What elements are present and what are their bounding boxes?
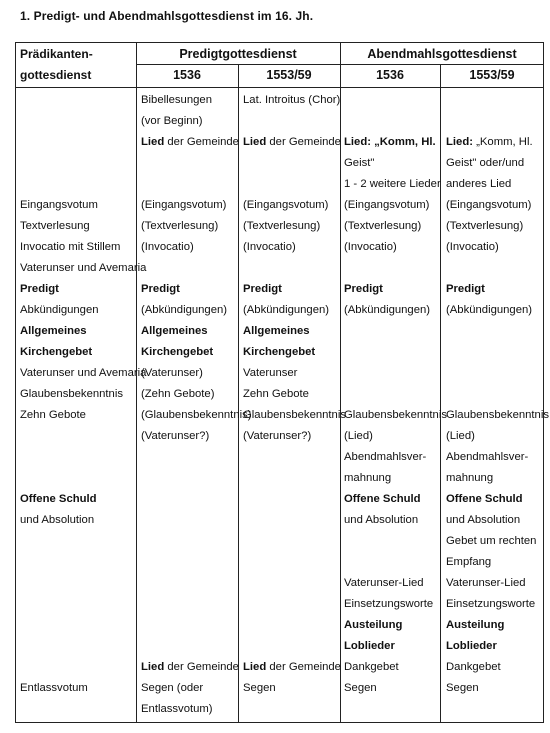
text: (Lied) [344, 430, 373, 442]
table-cell-line [446, 573, 526, 594]
table-cell-line [446, 657, 501, 678]
text: Glaubensbekenntnis [243, 409, 347, 421]
text: Vaterunser-Lied [344, 577, 424, 589]
header-year-1553-predigt: 1553/59 [266, 68, 312, 82]
text: Segen (oder [141, 682, 204, 694]
table-cell-line [344, 468, 391, 489]
table-cell-line [243, 678, 276, 699]
table-cell-line [141, 363, 203, 384]
table-cell-line [141, 678, 203, 699]
table-cell-line [344, 216, 421, 237]
text: Bibellesungen [141, 94, 212, 106]
bold-text: Allgemeines [243, 325, 310, 337]
text: Glaubensbekenntnis [446, 409, 550, 421]
table-cell-line [344, 174, 441, 195]
text: der Gemeinde [266, 661, 341, 673]
bold-text: Kirchengebet [141, 346, 214, 358]
bold-text: Lied [243, 661, 267, 673]
text: Segen [446, 682, 479, 694]
table-cell-line [344, 510, 418, 531]
table-cell-line [344, 636, 395, 657]
table-cell-line [344, 678, 377, 699]
bold-text: Offene Schuld [20, 493, 97, 505]
header-year-1536-abendmahl: 1536 [376, 68, 404, 82]
table-cell-line [20, 216, 90, 237]
text: „Komm, Hl. [476, 136, 533, 148]
table-cell-line [243, 657, 341, 678]
text: Lat. Introitus (Chor) [243, 94, 341, 106]
text: (Vaterunser?) [243, 430, 312, 442]
table-cell-line [141, 699, 213, 720]
text: (Invocatio) [344, 241, 397, 253]
bold-text: Loblieder [446, 640, 497, 652]
table-cell-line [20, 237, 120, 258]
table-cell-line [446, 447, 528, 468]
table-cell-line [344, 657, 399, 678]
table-cell-line [446, 405, 549, 426]
column-divider [440, 64, 441, 723]
table-cell-line [243, 279, 282, 300]
text: (Eingangsvotum) [344, 199, 430, 211]
table-cell-line [20, 384, 123, 405]
text: (Textverlesung) [344, 220, 422, 232]
text: der Gemeinde [164, 661, 239, 673]
table-cell-line [20, 405, 86, 426]
table-cell-line [344, 594, 433, 615]
bold-text: Offene Schuld [344, 493, 421, 505]
text: Dankgebet [446, 661, 501, 673]
text: Einsetzungsworte [446, 598, 536, 610]
header-abendmahlsgottesdienst: Abendmahlsgottesdienst [367, 47, 517, 61]
table-cell-line [446, 552, 491, 573]
table-cell-line [344, 300, 430, 321]
table-cell-line [141, 657, 239, 678]
table-cell-line [446, 615, 504, 636]
text: (vor Beginn) [141, 115, 203, 127]
table-cell-line [20, 258, 146, 279]
table-cell-line [446, 426, 475, 447]
text: Eingangsvotum [20, 199, 98, 211]
table-cell-line [243, 363, 297, 384]
text: und Absolution [20, 514, 95, 526]
text: Textverlesung [20, 220, 90, 232]
table-cell-line [141, 111, 203, 132]
text: Entlassvotum [20, 682, 88, 694]
text: (Eingangsvotum) [141, 199, 227, 211]
header-subdivider [136, 64, 544, 65]
bold-text: Loblieder [344, 640, 395, 652]
table-cell-line [141, 216, 218, 237]
text: (Abkündigungen) [243, 304, 330, 316]
text: Segen [344, 682, 377, 694]
table-cell-line [141, 342, 213, 363]
table-cell-line [20, 489, 97, 510]
text: (Textverlesung) [141, 220, 219, 232]
text: Geist" [344, 157, 375, 169]
text: (Lied) [446, 430, 475, 442]
table-cell-line [446, 195, 531, 216]
text: Entlassvotum) [141, 703, 213, 715]
table-cell-line [243, 195, 328, 216]
text: (Abkündigungen) [141, 304, 228, 316]
table-cell-line [20, 195, 98, 216]
bold-text: Predigt [344, 283, 383, 295]
text: (Eingangsvotum) [243, 199, 329, 211]
text: (Textverlesung) [243, 220, 321, 232]
text: und Absolution [344, 514, 419, 526]
table-cell-line [446, 279, 485, 300]
text: Segen [243, 682, 276, 694]
table-cell-line [243, 132, 341, 153]
table-cell-line [446, 636, 497, 657]
table-cell-line [446, 153, 524, 174]
table-cell-line [141, 300, 227, 321]
text: Zehn Gebote [243, 388, 309, 400]
table-cell-line [243, 342, 315, 363]
text: Abkündigungen [20, 304, 99, 316]
bold-text: Allgemeines [20, 325, 87, 337]
header-year-1536-predigt: 1536 [173, 68, 201, 82]
table-cell-line [20, 300, 99, 321]
text: Vaterunser und Avemaria [20, 262, 147, 274]
page-title: 1. Predigt- und Abendmahlsgottesdienst im 16. Jh. [20, 9, 314, 23]
table-cell-line [141, 237, 194, 258]
table-cell-line [446, 132, 533, 153]
table-cell-line [344, 447, 426, 468]
table-cell-line [141, 405, 252, 426]
header-year-1553-abendmahl: 1553/59 [469, 68, 515, 82]
table-cell-line [141, 321, 208, 342]
text: Dankgebet [344, 661, 399, 673]
bold-text: Kirchengebet [243, 346, 316, 358]
text: (Vaterunser) [141, 367, 203, 379]
table-cell-line [344, 279, 383, 300]
table-cell-line [141, 132, 239, 153]
text: Zehn Gebote [20, 409, 86, 421]
text: Empfang [446, 556, 492, 568]
table-cell-line [446, 510, 520, 531]
table-cell-line [344, 195, 429, 216]
table-cell-line [344, 153, 374, 174]
table-cell-line [243, 405, 346, 426]
header-predigtgottesdienst: Predigtgottesdienst [179, 47, 297, 61]
table-cell-line [20, 510, 94, 531]
text: (Invocatio) [141, 241, 194, 253]
table-cell-line [446, 216, 523, 237]
table-cell-line [20, 363, 146, 384]
table-cell-line [141, 384, 214, 405]
table-cell-line [446, 468, 493, 489]
text: Gebet um rechten [446, 535, 537, 547]
text: (Invocatio) [446, 241, 499, 253]
table-cell-line [141, 279, 180, 300]
text: (Vaterunser?) [141, 430, 210, 442]
bold-text: Offene Schuld [446, 493, 523, 505]
text: Geist" oder/und [446, 157, 525, 169]
table-cell-line [344, 573, 424, 594]
text: Glaubensbekenntnis [20, 388, 124, 400]
text: Vaterunser [243, 367, 298, 379]
text: mahnung [344, 472, 392, 484]
text: der Gemeinde [164, 136, 239, 148]
header-praedikanten-line1: Prädikanten- [20, 47, 93, 61]
text: (Eingangsvotum) [446, 199, 532, 211]
text: (Zehn Gebote) [141, 388, 215, 400]
table-cell-line [20, 678, 88, 699]
text: Abendmahlsver- [446, 451, 529, 463]
text: Glaubensbekenntnis [344, 409, 448, 421]
table-cell-line [141, 195, 226, 216]
table-cell-line [243, 90, 340, 111]
text: der Gemeinde [266, 136, 341, 148]
table-cell-line [344, 132, 436, 153]
text: (Textverlesung) [446, 220, 524, 232]
bold-text: Kirchengebet [20, 346, 93, 358]
bold-text: Austeilung [344, 619, 403, 631]
table-cell-line [20, 279, 59, 300]
table-cell-line [243, 426, 311, 447]
text: 1 - 2 weitere Lieder [344, 178, 441, 190]
table-cell-line [446, 300, 532, 321]
column-divider [238, 64, 239, 723]
text: (Invocatio) [243, 241, 296, 253]
table-cell-line [446, 594, 535, 615]
bold-text: Allgemeines [141, 325, 208, 337]
table-cell-line [243, 216, 320, 237]
text: Abendmahlsver- [344, 451, 427, 463]
bold-text: Lied [141, 661, 165, 673]
table-cell-line [446, 678, 479, 699]
table-cell-line [141, 90, 212, 111]
table-cell-line [20, 342, 92, 363]
table-cell-line [446, 174, 511, 195]
text: Vaterunser und Avemaria [20, 367, 147, 379]
table-cell-line [20, 321, 87, 342]
text: (Glaubensbekenntnis) [141, 409, 252, 421]
text: und Absolution [446, 514, 521, 526]
text: Invocatio mit Stillem [20, 241, 121, 253]
text: Vaterunser-Lied [446, 577, 526, 589]
table-cell-line [243, 300, 329, 321]
header-praedikanten-line2: gottesdienst [20, 68, 92, 82]
table-cell-line [344, 237, 397, 258]
table-cell-line [141, 426, 209, 447]
table-cell-line [344, 615, 402, 636]
bold-text: Lied: „Komm, Hl. [344, 136, 436, 148]
bold-text: Lied [243, 136, 267, 148]
table-cell-line [344, 426, 373, 447]
table-cell-line [446, 237, 499, 258]
text: Einsetzungsworte [344, 598, 434, 610]
table-cell-line [344, 489, 421, 510]
header-divider [15, 87, 544, 88]
text: (Abkündigungen) [344, 304, 431, 316]
text: anderes Lied [446, 178, 512, 190]
bold-text: Austeilung [446, 619, 505, 631]
table-cell-line [243, 321, 310, 342]
text: (Abkündigungen) [446, 304, 533, 316]
bold-text: Predigt [243, 283, 282, 295]
bold-text: Predigt [141, 283, 180, 295]
bold-text: Predigt [446, 283, 485, 295]
table-cell-line [446, 489, 523, 510]
bold-text: Lied: [446, 136, 477, 148]
bold-text: Predigt [20, 283, 59, 295]
table-cell-line [243, 237, 296, 258]
table-cell-line [243, 384, 309, 405]
bold-text: Lied [141, 136, 165, 148]
table-cell-line [344, 405, 447, 426]
table-cell-line [446, 531, 536, 552]
text: mahnung [446, 472, 494, 484]
